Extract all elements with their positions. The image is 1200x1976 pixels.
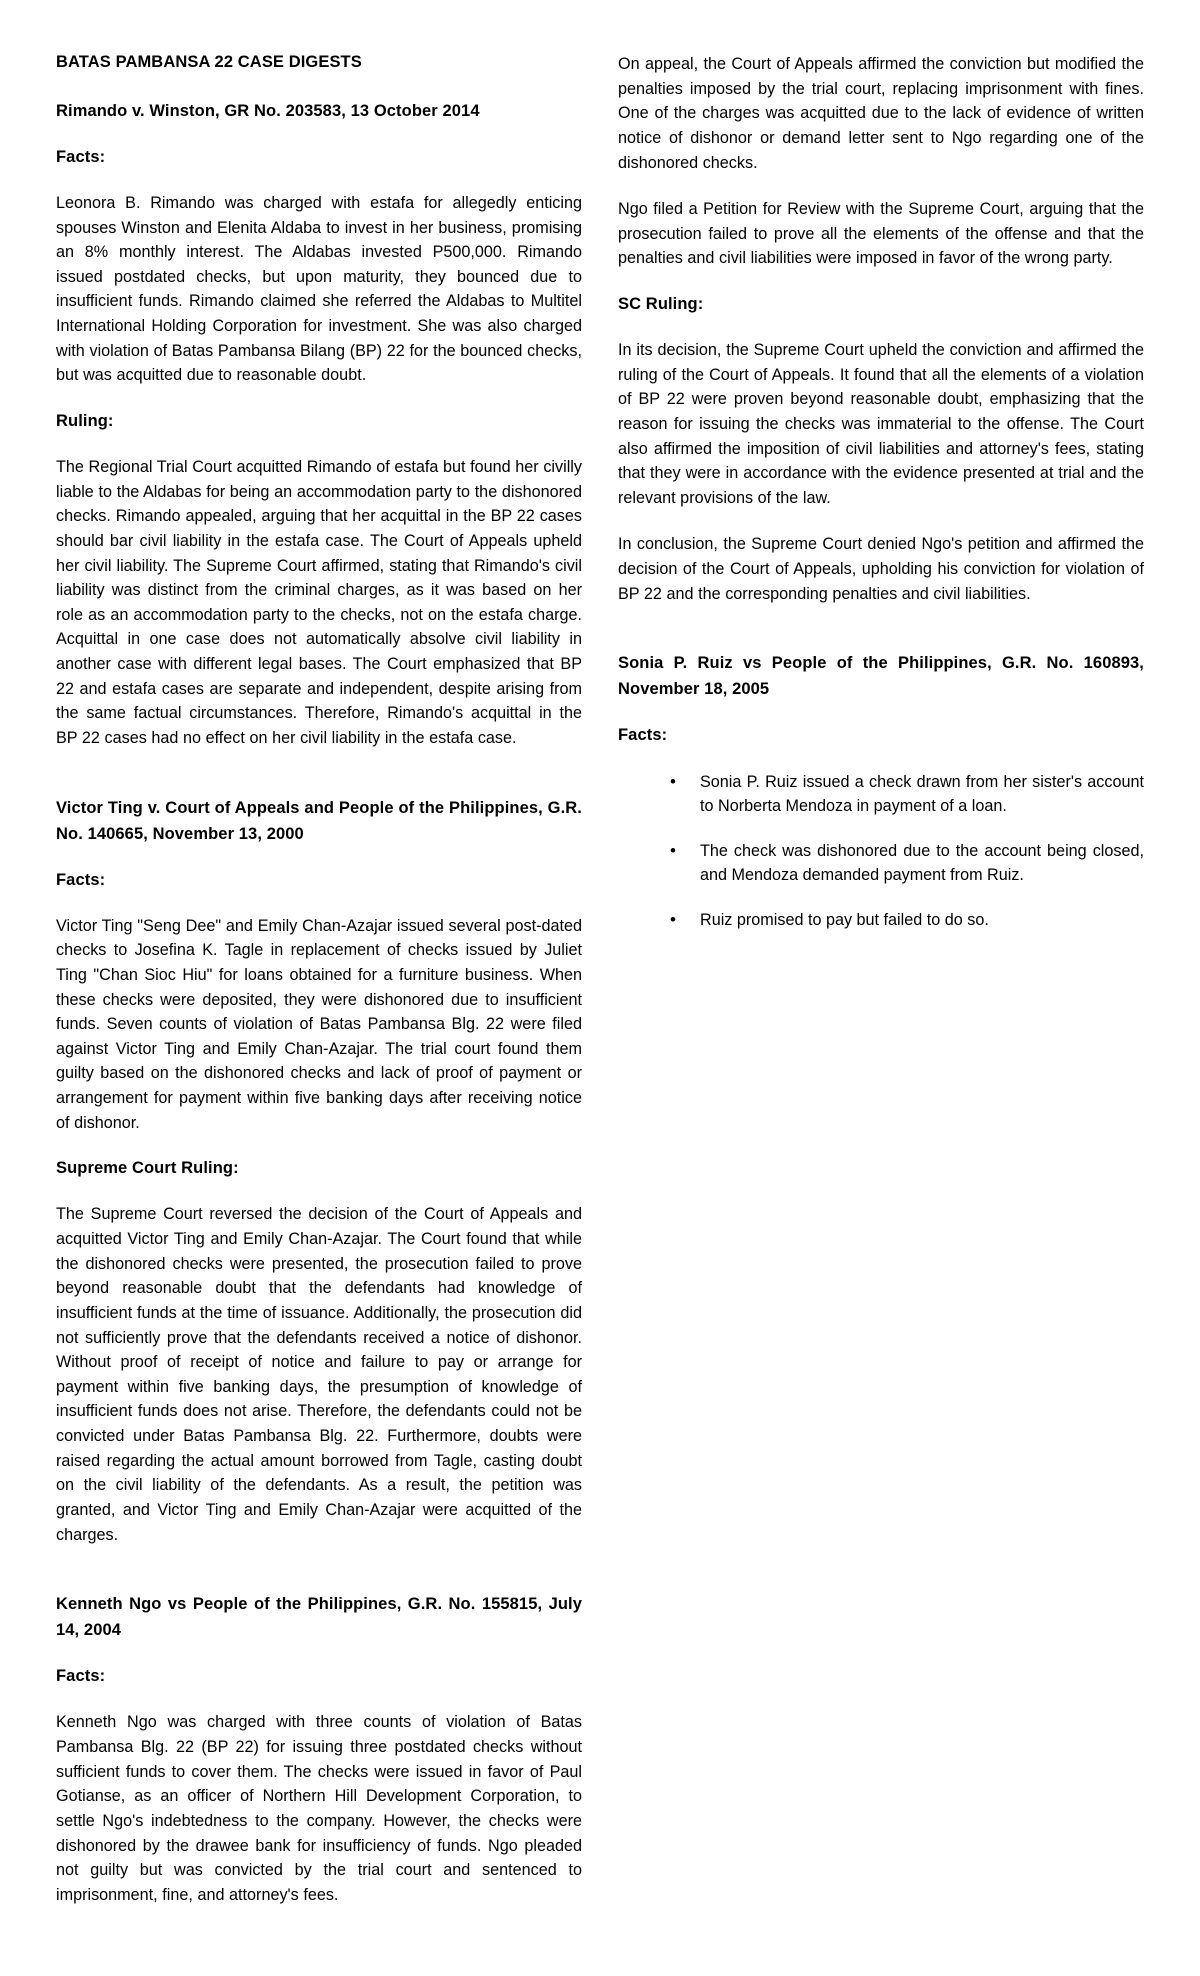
- ruling-paragraph-victor-ting: The Supreme Court reversed the decision of the Court of Appeals and acquitted Victor Ting and Emily Chan-Azajar. The Court found that while the dishonored checks were presented, the prosecution failed to prove beyond reasonable doubt that the defendants had knowledge of insufficient funds at the time of issuance. Additionally, the prosecution did not sufficiently prove that the defendants received a notice of dishonor. Without proof of receipt of notice and failure to pay or arrange for payment within five banking days, the presumption of knowledge of insufficient funds does not arise. Therefore, the defendants could not be convicted under Batas Pambansa Blg. 22. Furthermore, doubts were raised regarding the actual amount borrowed from Tagle, casting doubt on the civil liability of the defendants. As a result, the petition was granted, and Victor Ting and Emily Chan-Azajar were acquitted of the charges.: [56, 1205, 582, 1544]
- ruling-label-rimando: Ruling:: [56, 411, 114, 430]
- facts-paragraph-kenneth-ngo-3: Ngo filed a Petition for Review with the Supreme Court, arguing that the prosecution failed to prove all the elements of the offense and that the penalties and civil liabilities were imposed in favor of the wrong party.: [618, 200, 1144, 268]
- ruling-label-kenneth-ngo: SC Ruling:: [618, 295, 704, 313]
- facts-paragraph-kenneth-ngo-2: On appeal, the Court of Appeals affirmed the conviction but modified the penalties imposed by the trial court, replacing imprisonment with fines. One of the charges was acquitted due to the lack of evidence of written notice of dishonor or demand letter sent to Ngo regarding one of the dishonored checks.: [618, 55, 1144, 172]
- two-column-layout: [56, 52, 1144, 1936]
- list-item-text: Ruiz promised to pay but failed to do so.: [700, 911, 989, 930]
- list-item: [670, 839, 1144, 888]
- facts-bullet-list-sonia-ruiz: [618, 770, 1144, 933]
- facts-label-rimando: Facts:: [56, 147, 106, 166]
- list-item: [670, 908, 1144, 933]
- ruling-label-victor-ting: Supreme Court Ruling:: [56, 1159, 239, 1178]
- bullet-icon: •: [670, 840, 676, 860]
- facts-paragraph-rimando: Leonora B. Rimando was charged with estafa for allegedly enticing spouses Winston and Elenita Aldaba to invest in her business, promising an 8% monthly interest. The Aldabas invested P500,000. Rimando issued postdated checks, but upon maturity, they bounced due to insufficient funds. Rimando claimed she referred the Aldabas to Multitel International Holding Corporation for investment. She was also charged with violation of Batas Pambansa Bilang (BP) 22 for the bounced checks, but was acquitted due to reasonable doubt.: [56, 193, 582, 385]
- list-item-text: Sonia P. Ruiz issued a check drawn from her sister's account to Norberta Mendoza in payment of a loan.: [700, 772, 1144, 816]
- ruling-paragraph-kenneth-ngo-1: In its decision, the Supreme Court upheld the conviction and affirmed the ruling of the Court of Appeals. It found that all the elements of a violation of BP 22 were proven beyond reasonable doubt, emphasizing that the reason for issuing the checks was immaterial to the offense. The Court also affirmed the imposition of civil liabilities and attorney's fees, stating that they were in accordance with the evidence presented at trial and the relevant provisions of the law.: [618, 341, 1144, 507]
- facts-paragraph-victor-ting: Victor Ting "Seng Dee" and Emily Chan-Azajar issued several post-dated checks to Josefina K. Tagle in replacement of checks issued by Juliet Ting "Chan Sioc Hiu" for loans obtained for a furniture business. When these checks were deposited, they were dishonored due to insufficient funds. Seven counts of violation of Batas Pambansa Blg. 22 were filed against Victor Ting and Emily Chan-Azajar. The trial court found them guilty based on the dishonored checks and lack of proof of payment or arrangement for payment within five banking days after receiving notice of dishonor.: [56, 916, 582, 1132]
- ruling-paragraph-rimando: The Regional Trial Court acquitted Rimando of estafa but found her civilly liable to the Aldabas for being an accommodation party to the dishonored checks. Rimando appealed, arguing that her acquittal in the BP 22 cases should bar civil liability in the estafa case. The Court of Appeals upheld her civil liability. The Supreme Court affirmed, stating that Rimando's civil liability was distinct from the criminal charges, as it was based on her role as an accommodation party to the checks, not on the estafa charge. Acquittal in one case does not automatically absolve civil liability in another case with different legal bases. The Court emphasized that BP 22 and estafa cases are separate and independent, despite arising from the same factual circumstances. Therefore, Rimando's acquittal in the BP 22 cases had no effect on her civil liability in the estafa case.: [56, 458, 582, 747]
- bullet-icon: •: [670, 910, 676, 930]
- case-heading-victor-ting: Victor Ting v. Court of Appeals and People of the Philippines, G.R. No. 140665, November 13, 2000: [56, 798, 582, 843]
- case-heading-rimando: Rimando v. Winston, GR No. 203583, 13 October 2014: [56, 101, 480, 120]
- facts-label-victor-ting: Facts:: [56, 870, 106, 889]
- list-item-text: The check was dishonored due to the account being closed, and Mendoza demanded payment from Ruiz.: [700, 841, 1144, 885]
- bullet-icon: •: [670, 771, 676, 791]
- facts-label-sonia-ruiz: Facts:: [618, 726, 668, 745]
- facts-label-kenneth-ngo: Facts:: [56, 1667, 106, 1686]
- list-item: [670, 770, 1144, 819]
- ruling-paragraph-kenneth-ngo-2: In conclusion, the Supreme Court denied Ngo's petition and affirmed the decision of the Court of Appeals, upholding his conviction for violation of BP 22 and the corresponding penalties and civil liabilities.: [618, 535, 1144, 603]
- case-heading-sonia-ruiz: Sonia P. Ruiz vs People of the Philippines, G.R. No. 160893, November 18, 2005: [618, 654, 1144, 699]
- document-title: BATAS PAMBANSA 22 CASE DIGESTS: [56, 53, 362, 71]
- case-heading-kenneth-ngo: Kenneth Ngo vs People of the Philippines, G.R. No. 155815, July 14, 2004: [56, 1595, 582, 1640]
- facts-paragraph-kenneth-ngo-1: Kenneth Ngo was charged with three counts of violation of Batas Pambansa Blg. 22 (BP 22) for issuing three postdated checks without sufficient funds to cover them. The checks were issued in favor of Paul Gotianse, as an officer of Northern Hill Development Corporation, to settle Ngo's indebtedness to the company. However, the checks were dishonored by the drawee bank for insufficiency of funds. Ngo pleaded not guilty but was convicted by the trial court and sentenced to imprisonment, fine, and attorney's fees.: [56, 1713, 582, 1904]
